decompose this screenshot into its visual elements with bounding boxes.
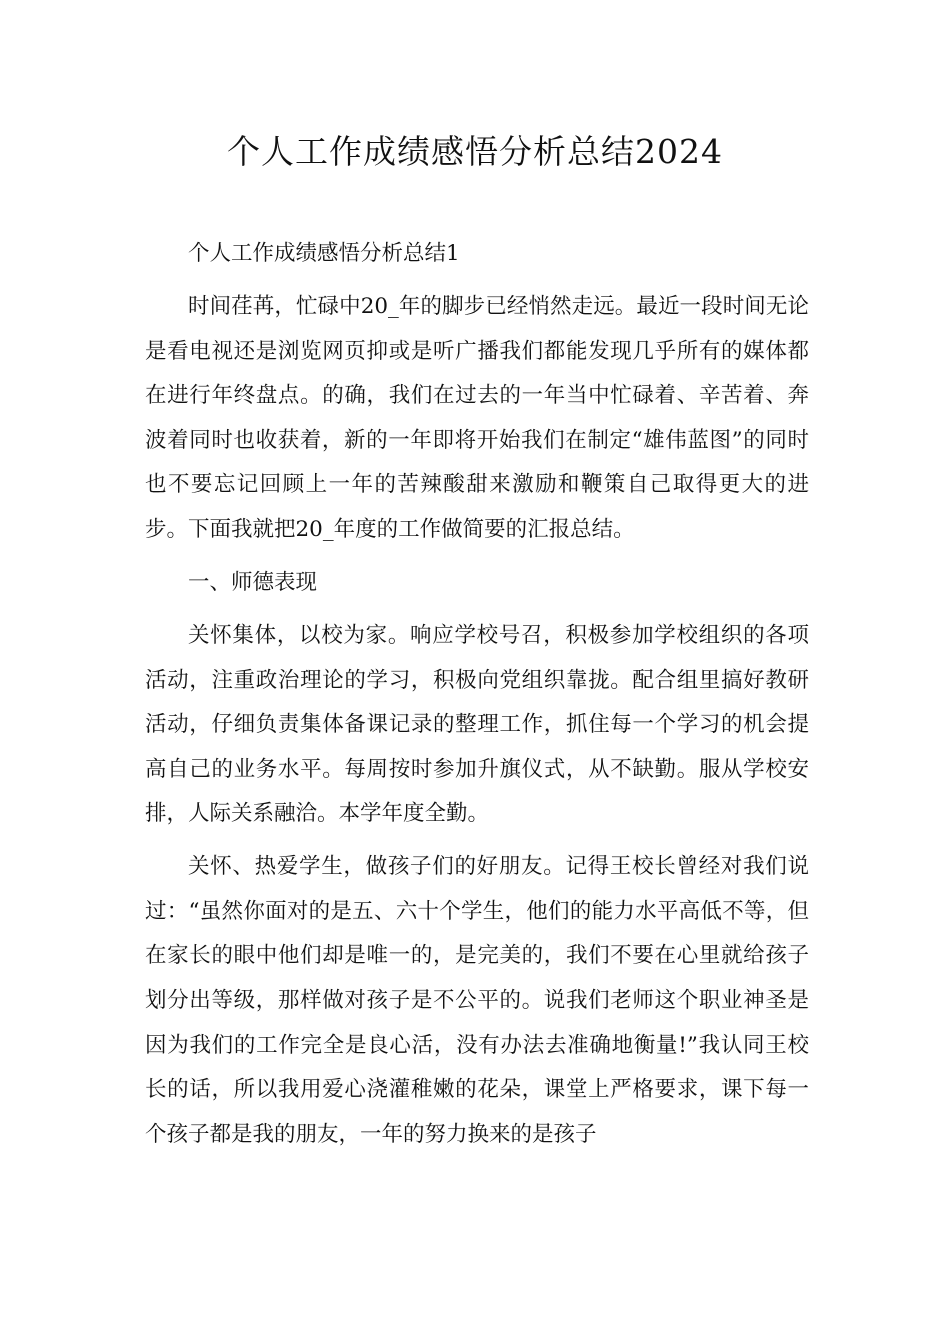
body-paragraph: 关怀集体，以校为家。响应学校号召，积极参加学校组织的各项活动，注重政治理论的学习，积极向党组织靠拢。配合组里搞好教研活动，仔细负责集体备课记录的整理工作，抓住每一个学习的机会提高自己的业务水平。每周按时参加升旗仪式，从不缺勤。服从学校安排，人际关系融洽。本学年度全勤。	[145, 622, 809, 827]
document-title: 个人工作成绩感悟分析总结2024	[227, 132, 723, 171]
subsection-heading: 一、师德表现	[188, 569, 318, 595]
document-body	[145, 232, 809, 1157]
intro-paragraph: 时间荏苒，忙碌中20_年的脚步已经悄然走远。最近一段时间无论是看电视还是浏览网页抑或是听广播我们都能发现几乎所有的媒体都在进行年终盘点。的确，我们在过去的一年当中忙碌着、辛苦着、奔波着同时也收获着，新的一年即将开始我们在制定“雄伟蓝图”的同时也不要忘记回顾上一年的苦辣酸甜来激励和鞭策自己取得更大的进步。下面我就把20_年度的工作做简要的汇报总结。	[145, 293, 809, 542]
section-heading: 个人工作成绩感悟分析总结1	[188, 241, 460, 266]
body-paragraph: 关怀、热爱学生，做孩子们的好朋友。记得王校长曾经对我们说过：“虽然你面对的是五、六十个学生，他们的能力水平高低不等，但在家长的眼中他们却是唯一的，是完美的，我们不要在心里就给孩子划分出等级，那样做对孩子是不公平的。说我们老师这个职业神圣是因为我们的工作完全是良心活，没有办法去准确地衡量!”我认同王校长的话，所以我用爱心浇灌稚嫩的花朵，课堂上严格要求，课下每一个孩子都是我的朋友，一年的努力换来的是孩子	[145, 854, 809, 1147]
